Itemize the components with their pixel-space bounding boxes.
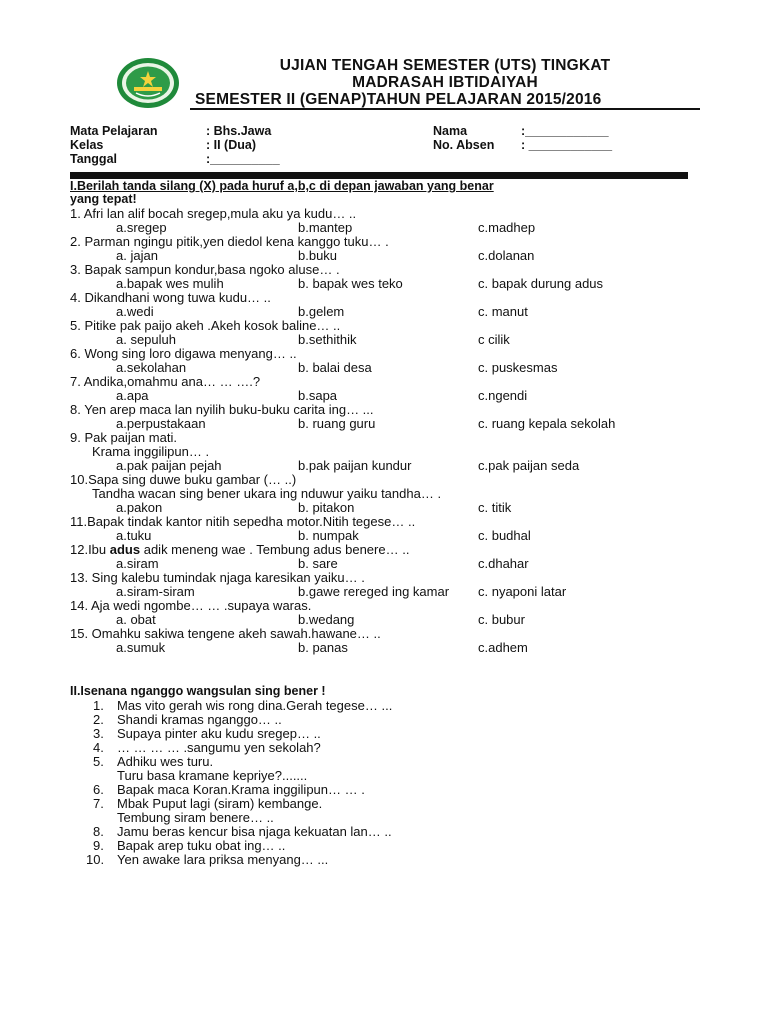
option-a[interactable]: a.sumuk <box>116 640 166 655</box>
essay-item-line2: Turu basa kramane kepriye?....... <box>117 768 308 783</box>
mapel-label: Mata Pelajaran <box>70 124 158 138</box>
nama-label: Nama <box>433 124 468 138</box>
question-10-line2: Tandha wacan sing bener ukara ing nduwur yaiku tandha… . <box>92 486 442 501</box>
question-8: 8. Yen arep maca lan nyilih buku-buku carita ing… ... <box>70 402 374 417</box>
option-c[interactable]: c.adhem <box>478 640 528 655</box>
essay-item: Shandi kramas nganggo… .. <box>117 712 282 727</box>
option-c[interactable]: c cilik <box>478 332 510 347</box>
essay-number: 1. <box>93 698 104 713</box>
absen-label: No. Absen <box>433 138 495 152</box>
essay-item: Jamu beras kencur bisa njaga kekuatan lan… .. <box>117 824 392 839</box>
option-a[interactable]: a.pak paijan pejah <box>116 458 222 473</box>
option-a[interactable]: a.tuku <box>116 528 152 543</box>
option-a[interactable]: a.wedi <box>116 304 154 319</box>
option-c[interactable]: c.ngendi <box>478 388 528 403</box>
question-12 <box>70 543 409 557</box>
question-5: 5. Pitike pak paijo akeh .Akeh kosok baline… .. <box>70 318 341 333</box>
option-b[interactable]: b.gawe rereged ing kamar <box>298 584 450 599</box>
question-1: 1. Afri lan alif bocah sregep,mula aku ya kudu… .. <box>70 206 357 221</box>
essay-number: 3. <box>93 726 104 741</box>
essay-number: 8. <box>93 824 104 839</box>
option-a[interactable]: a. obat <box>116 612 156 627</box>
option-a[interactable]: a.sregep <box>116 220 167 235</box>
essay-item: Bapak maca Koran.Krama inggilipun… … . <box>117 782 365 797</box>
question-3: 3. Bapak sampun kondur,basa ngoko aluse… . <box>70 262 340 277</box>
option-b[interactable]: b. ruang guru <box>298 416 376 431</box>
option-a[interactable]: a.siram <box>116 556 159 571</box>
option-c[interactable]: c.dolanan <box>478 248 535 263</box>
option-b[interactable]: b.mantep <box>298 220 353 235</box>
nama-field[interactable]: :____________ <box>521 124 609 138</box>
option-b[interactable]: b.buku <box>298 248 338 263</box>
option-b[interactable]: b. sare <box>298 556 338 571</box>
question-10: 10.Sapa sing duwe buku gambar (… ..) <box>70 472 297 487</box>
essay-item: Yen awake lara priksa menyang… ... <box>117 852 329 867</box>
question-2: 2. Parman ngingu pitik,yen diedol kena kanggo tuku… . <box>70 234 389 249</box>
essay-number: 10. <box>86 852 105 867</box>
option-b[interactable]: b.wedang <box>298 612 355 627</box>
option-b[interactable]: b.sethithik <box>298 332 357 347</box>
option-c[interactable]: c. budhal <box>478 528 531 543</box>
essay-number: 6. <box>93 782 104 797</box>
option-c[interactable]: c. manut <box>478 304 528 319</box>
option-a[interactable]: a.sekolahan <box>116 360 187 375</box>
header-semester: SEMESTER II (GENAP)TAHUN PELAJARAN 2015/2016 <box>195 91 602 108</box>
header-title: UJIAN TENGAH SEMESTER (UTS) TINGKAT <box>279 57 611 74</box>
essay-item: Supaya pinter aku kudu sregep… .. <box>117 726 321 741</box>
option-b[interactable]: b.sapa <box>298 388 338 403</box>
option-a[interactable]: a.bapak wes mulih <box>116 276 224 291</box>
option-b[interactable]: b.pak paijan kundur <box>298 458 412 473</box>
question-9-line2: Krama inggilipun… . <box>92 444 210 459</box>
exam-header <box>190 57 700 108</box>
essay-number: 4. <box>93 740 104 755</box>
instruction-line1: I.Berilah tanda silang (X) pada huruf a,b,c di depan jawaban yang benar <box>70 179 494 193</box>
option-b[interactable]: b. panas <box>298 640 348 655</box>
option-c[interactable]: c.madhep <box>478 220 536 235</box>
option-c[interactable]: c. puskesmas <box>478 360 558 375</box>
kelas-value: : II (Dua) <box>206 138 256 152</box>
absen-field[interactable]: : ____________ <box>521 138 613 152</box>
option-a[interactable]: a. jajan <box>116 248 158 263</box>
essay-item: Adhiku wes turu. <box>117 754 214 769</box>
question-7: 7. Andika,omahmu ana… … ….? <box>70 374 261 389</box>
option-b[interactable]: b.gelem <box>298 304 345 319</box>
option-b[interactable]: b. numpak <box>298 528 359 543</box>
tanggal-field[interactable]: :__________ <box>206 152 280 166</box>
question-12-bold-word: adus <box>109 542 141 557</box>
option-b[interactable]: b. pitakon <box>298 500 355 515</box>
essay-number: 5. <box>93 754 104 769</box>
option-a[interactable]: a. sepuluh <box>116 332 176 347</box>
essay-item: … … … … .sangumu yen sekolah? <box>117 740 321 755</box>
madrasah-logo <box>116 57 180 109</box>
header-divider <box>190 108 700 110</box>
mapel-value: : Bhs.Jawa <box>206 124 272 138</box>
option-c[interactable]: c. nyaponi latar <box>478 584 567 599</box>
section-divider <box>70 172 688 179</box>
option-a[interactable]: a.siram-siram <box>116 584 195 599</box>
tanggal-label: Tanggal <box>70 152 117 166</box>
question-13: 13. Sing kalebu tumindak njaga karesikan yaiku… . <box>70 570 365 585</box>
option-c[interactable]: c. titik <box>478 500 512 515</box>
essay-number: 7. <box>93 796 104 811</box>
essay-number: 9. <box>93 838 104 853</box>
option-b[interactable]: b. balai desa <box>298 360 372 375</box>
option-c[interactable]: c. bubur <box>478 612 525 627</box>
option-b[interactable]: b. bapak wes teko <box>298 276 403 291</box>
option-c[interactable]: c. bapak durung adus <box>478 276 604 291</box>
instruction-line2: yang tepat! <box>70 192 137 206</box>
question-11: 11.Bapak tindak kantor nitih sepedha motor.Nitih tegese… .. <box>70 514 416 529</box>
question-6: 6. Wong sing loro digawa menyang… .. <box>70 346 297 361</box>
essay-item: Mbak Puput lagi (siram) kembange. <box>117 796 323 811</box>
question-12-post: adik meneng wae . Tembung adus benere… .. <box>140 542 410 557</box>
question-4: 4. Dikandhani wong tuwa kudu… .. <box>70 290 271 305</box>
essay-item: Bapak arep tuku obat ing… .. <box>117 838 286 853</box>
question-15: 15. Omahku sakiwa tengene akeh sawah.hawane… .. <box>70 626 381 641</box>
option-a[interactable]: a.perpustakaan <box>116 416 206 431</box>
option-a[interactable]: a.pakon <box>116 500 163 515</box>
option-c[interactable]: c.dhahar <box>478 556 529 571</box>
question-9: 9. Pak paijan mati. <box>70 430 177 445</box>
question-14: 14. Aja wedi ngombe… … .supaya waras. <box>70 598 312 613</box>
option-a[interactable]: a.apa <box>116 388 149 403</box>
essay-item-line2: Tembung siram benere… .. <box>117 810 274 825</box>
essay-item: Mas vito gerah wis rong dina.Gerah tegese… ... <box>117 698 393 713</box>
option-c[interactable]: c. ruang kepala sekolah <box>478 416 616 431</box>
essay-number: 2. <box>93 712 104 727</box>
section1-instruction <box>70 180 494 206</box>
header-school: MADRASAH IBTIDAIYAH <box>352 74 538 91</box>
section2-title: II.Isenana nganggo wangsulan sing bener ! <box>70 684 326 698</box>
kelas-label: Kelas <box>70 138 104 152</box>
question-12-pre: 12.Ibu <box>70 542 110 557</box>
option-c[interactable]: c.pak paijan seda <box>478 458 580 473</box>
